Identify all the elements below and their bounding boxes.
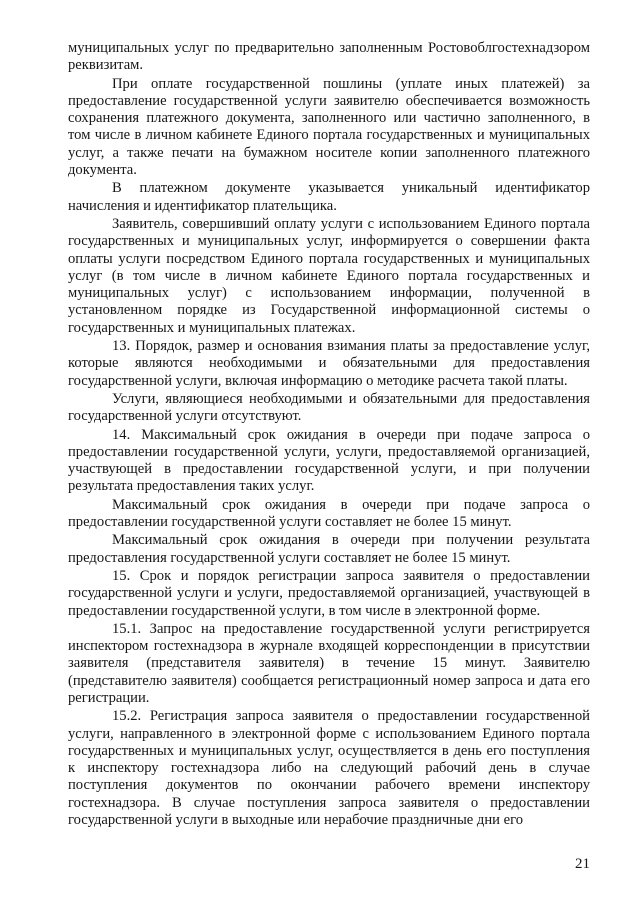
section-13-heading: 13. Порядок, размер и основания взимания платы за предоставление услуг, которые являются необходимыми и обязательными для предоставления государственной услуги, включая информацию о методике расчета такой платы. xyxy=(68,338,590,389)
paragraph-queue-time-result: Максимальный срок ожидания в очереди при получении результата предоставления государственной услуги составляет не более 15 минут. xyxy=(68,532,590,566)
paragraph-15-1: 15.1. Запрос на предоставление государственной услуги регистрируется инспектором гостехнадзора в журнале входящей корреспонденции в присутствии заявителя (представителя заявителя) в течение 15 минут. Заявителю (представителю заявителя) сообщается регистрационный номер запроса и дата его регистрации. xyxy=(68,620,590,706)
paragraph-15-2: 15.2. Регистрация запроса заявителя о предоставлении государственной услуги, направленного в электронной форме с использованием Единого портала государственных и муниципальных услуг, осуществляется в день его поступления к инспектору гостехнадзора либо на следующий рабочий день в случае поступления документов по окончании рабочего времени инспектору гостехнадзора. В случае поступления запроса заявителя о предоставлении государственной услуги в выходные или нерабочие праздничные дни его xyxy=(68,708,590,829)
paragraph-no-required-services: Услуги, являющиеся необходимыми и обязательными для предоставления государственной услуги отсутствуют. xyxy=(68,390,590,425)
paragraph-queue-time-request: Максимальный срок ожидания в очереди при подаче запроса о предоставлении государственной услуги составляет не более 15 минут. xyxy=(68,496,590,531)
section-15-heading: 15. Срок и порядок регистрации запроса заявителя о предоставлении государственной услуги и услуги, предоставляемой организацией, участвующей в предоставлении государственной услуги, в том числе в электронной форме. xyxy=(68,567,590,619)
paragraph-payment-notification: Заявитель, совершивший оплату услуги с использованием Единого портала государственных и муниципальных услуг, информируется о совершении факта оплаты услуги посредством Единого портала государственных и муниципальных услуг (в том числе в личном кабинете Единого портала государственных и муниципальных услуг) с использованием информации, полученной в установленном порядке из Государственной информационной системы о государственных и муниципальных платежах. xyxy=(68,215,590,336)
paragraph-continuation: муниципальных услуг по предварительно заполненным Ростовоблгостехнадзором реквизитам. xyxy=(68,40,590,74)
page-number: 21 xyxy=(575,856,590,872)
paragraph-payment-document-saving: При оплате государственной пошлины (уплате иных платежей) за предоставление государственной услуги заявителю обеспечивается возможность сохранения платежного документа, заполненного или частично заполненного, в том числе в личном кабинете Единого портала государственных и муниципальных услуг, а также печати на бумажном носителе копии заполненного платежного документа. xyxy=(68,75,590,179)
document-body xyxy=(68,40,590,830)
paragraph-payment-identifiers: В платежном документе указывается уникальный идентификатор начисления и идентификатор плательщика. xyxy=(68,180,590,214)
section-14-heading: 14. Максимальный срок ожидания в очереди при подаче запроса о предоставлении государственной услуги, услуги, предоставляемой организацией, участвующей в предоставлении государственной услуги, и при получении результата предоставления таких услуг. xyxy=(68,426,590,495)
